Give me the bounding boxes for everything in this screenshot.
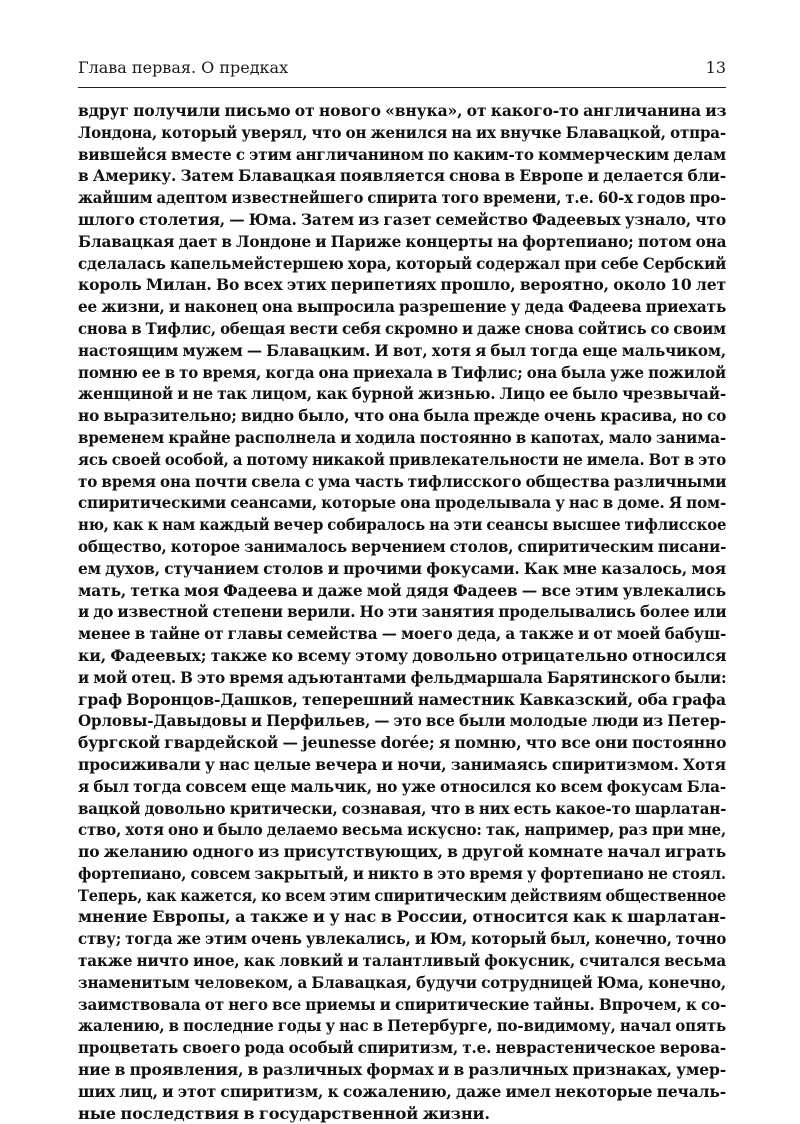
- book-page: [78, 52, 726, 1124]
- text-line: знаменитым человеком, а Блавацкая, будучи сотрудницей Юма, конечно,: [78, 972, 727, 992]
- header-rule: [78, 87, 726, 88]
- text-line: Орловы-Давыдовы и Перфильев, — это все были молодые люди из Петер-: [78, 711, 727, 731]
- text-line: процветать своего рода особый спиритизм, т.е. неврастеническое верова-: [78, 1038, 727, 1058]
- text-line: жалению, в последние годы у нас в Петербурге, по-видимому, начал опять: [78, 1016, 727, 1036]
- text-line: ные последствия в государственной жизни.: [78, 1103, 490, 1123]
- text-line: общество, которое занималось верчением столов, спиритическим писани-: [78, 536, 727, 556]
- text-line: настоящим мужем — Блавацким. И вот, хотя я был тогда еще мальчиком,: [78, 340, 727, 360]
- text-line: шлого столетия, — Юма. Затем из газет семейство Фадеевых узнало, что: [78, 209, 727, 229]
- text-line: но выразительно; видно было, что она была прежде очень красива, но со: [78, 406, 727, 426]
- text-line: ство, хотя оно и было делаемо весьма искусно: так, например, раз при мне,: [78, 820, 727, 840]
- text-line: то время она почти свела с ума часть тифлисского общества различными: [78, 471, 727, 491]
- text-line: я был тогда совсем еще мальчик, но уже относился ко всем фокусам Бла-: [78, 776, 727, 796]
- text-line: вацкой довольно критически, сознавая, что в них есть какое-то шарлатан-: [78, 798, 727, 818]
- text-line: Блавацкая дает в Лондоне и Париже концерты на фортепиано; потом она: [78, 231, 727, 251]
- text-line: временем крайне располнела и ходила постоянно в капотах, мало занима-: [78, 427, 726, 447]
- chapter-title: Глава первая. О предках: [78, 58, 289, 77]
- text-line: граф Воронцов-Дашков, теперешний наместник Кавказский, оба графа: [78, 689, 726, 709]
- text-line: Лондона, который уверял, что он женился на их внучке Блавацкой, отпра-: [78, 122, 726, 142]
- text-line: фортепиано, совсем закрытый, и никто в это время у фортепиано не стоял.: [78, 863, 726, 883]
- text-line: бургской гвардейской — jeunesse dorée; я помню, что все они постоянно: [78, 733, 727, 753]
- text-line: просиживали у нас целые вечера и ночи, занимаясь спиритизмом. Хотя: [78, 754, 726, 774]
- text-line: Теперь, как кажется, ко всем этим спиритическим действиям общественное: [78, 885, 726, 905]
- text-line: мнение Европы, а также и у нас в России, относится как к шарлатан-: [78, 907, 726, 927]
- text-line: помню ее в то время, когда она приехала в Тифлис; она была уже пожилой: [78, 362, 726, 382]
- text-line: ню, как к нам каждый вечер собиралось на эти сеансы высшее тифлисское: [78, 515, 727, 535]
- text-line: женщиной и не так лицом, как бурной жизнью. Лицо ее было чрезвычай-: [78, 384, 726, 404]
- text-line: в Америку. Затем Блавацкая появляется снова в Европе и делается бли-: [78, 166, 726, 186]
- text-line: и до известной степени верили. Но эти занятия проделывались более или: [78, 602, 727, 622]
- text-line: жайшим адептом известнейшего спирита того времени, т.е. 60-х годов про-: [78, 188, 727, 208]
- text-line: ству; тогда же этим очень увлекались, и Юм, который был, конечно, точно: [78, 929, 727, 949]
- text-line: ем духов, стучанием столов и прочими фокусами. Как мне казалось, моя: [78, 558, 726, 578]
- text-line: сделалась капельмейстершею хора, который содержал при себе Сербский: [78, 253, 727, 273]
- text-line: менее в тайне от главы семейства — моего деда, а также и от моей бабуш-: [78, 624, 727, 644]
- text-line: вившейся вместе с этим англичанином по каким-то коммерческим делам: [78, 144, 727, 164]
- text-line: заимствовала от него все приемы и спиритические тайны. Впрочем, к со-: [78, 994, 727, 1014]
- text-line: по желанию одного из присутствующих, в другой комнате начал играть: [78, 842, 727, 862]
- text-line: король Милан. Во всех этих перипетиях прошло, вероятно, около 10 лет: [78, 275, 726, 295]
- text-line: ясь своей особой, а потому никакой привлекательности не имела. Вот в это: [78, 449, 726, 469]
- page-number: 13: [705, 58, 726, 77]
- text-line: ших лиц, и этот спиритизм, к сожалению, даже имел некоторые печаль-: [78, 1081, 727, 1101]
- text-line: мать, тетка моя Фадеева и даже мой дядя Фадеев — все этим увлекались: [78, 580, 727, 600]
- text-line: ние в проявления, в различных формах и в различных признаках, умер-: [78, 1060, 727, 1080]
- text-line: спиритическими сеансами, которые она проделывала у нас в доме. Я пом-: [78, 493, 727, 513]
- running-head: [78, 52, 726, 82]
- body-text: [78, 100, 726, 1124]
- text-line: также ничто иное, как ловкий и талантливый фокусник, считался весьма: [78, 951, 727, 971]
- text-line: и мой отец. В это время адъютантами фельдмаршала Барятинского были:: [78, 667, 727, 687]
- text-line: ки, Фадеевых; также ко всему этому довольно отрицательно относился: [78, 645, 727, 665]
- text-line: ее жизни, и наконец она выпросила разрешение у деда Фадеева приехать: [78, 297, 727, 317]
- text-line: снова в Тифлис, обещая вести себя скромно и даже снова сойтись со своим: [78, 318, 726, 338]
- text-line: вдруг получили письмо от нового «внука», от какого-то англичанина из: [78, 101, 727, 120]
